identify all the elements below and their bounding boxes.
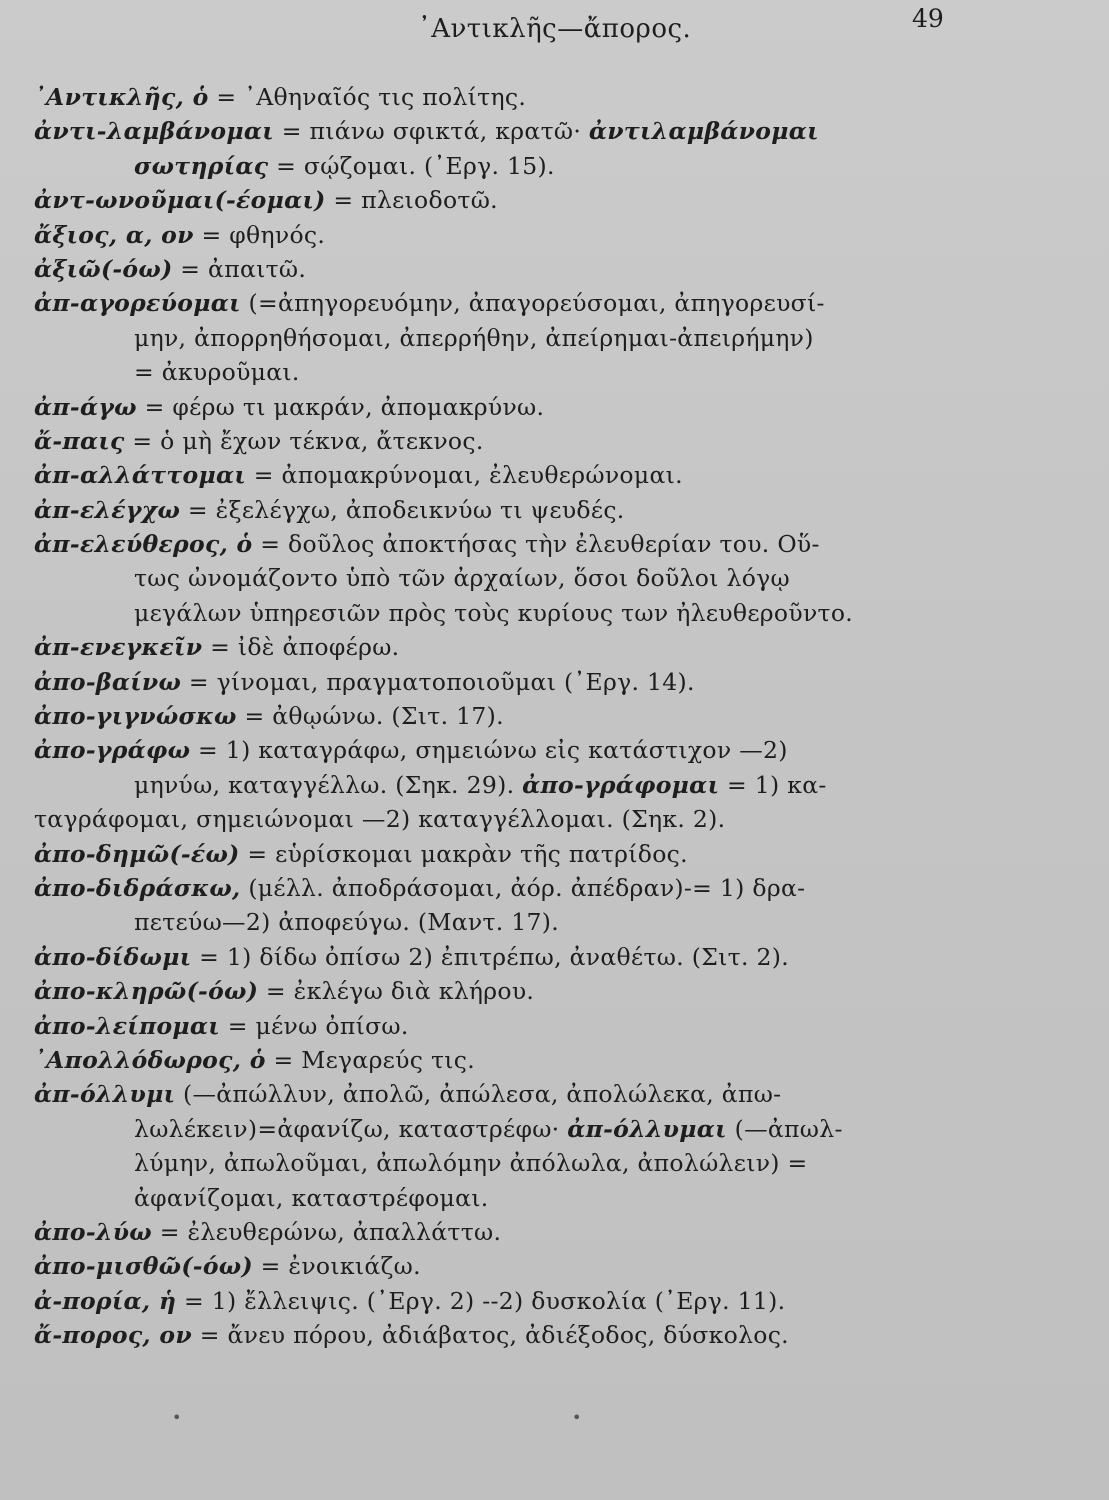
page-number: 49 bbox=[912, 4, 944, 33]
definition-text: λύμην, ἀπωλοῦμαι, ἀπωλόμην ἀπόλωλα, ἀπολώλειν) = bbox=[134, 1149, 808, 1178]
entry-line bbox=[34, 1009, 954, 1043]
headword: σωτηρίας bbox=[134, 151, 269, 180]
headword: ἄ-πορος, ον bbox=[34, 1321, 192, 1350]
entry-continuation-line bbox=[34, 321, 954, 355]
headword: ἀξιῶ(-όω) bbox=[34, 254, 173, 283]
definition-text: (—ἀπώλλυν, ἀπολῶ, ἀπώλεσα, ἀπολώλεκα, ἀπω- bbox=[175, 1080, 782, 1109]
entry-continuation-line bbox=[34, 905, 954, 939]
entry-continuation-line bbox=[34, 1146, 954, 1180]
dictionary-entry bbox=[34, 837, 954, 871]
definition-text: μεγάλων ὑπηρεσιῶν πρὸς τοὺς κυρίους των ἠλευθεροῦντο. bbox=[134, 598, 854, 627]
dictionary-entry bbox=[34, 1009, 954, 1043]
definition-text: = Μεγαρεύς τις. bbox=[265, 1045, 476, 1074]
definition-text: = πιάνω σφικτά, κρατῶ· bbox=[273, 117, 589, 146]
entry-line bbox=[34, 286, 954, 320]
headword: ἀπο-διδράσκω, bbox=[34, 873, 241, 902]
entry-line bbox=[34, 1249, 954, 1283]
dictionary-entry bbox=[34, 252, 954, 286]
definition-text: = 1) ἔλλειψις. (᾿Εργ. 2) --2) δυσκολία (᾿Εργ. 11). bbox=[176, 1286, 786, 1315]
dictionary-entry bbox=[34, 1215, 954, 1249]
entry-line bbox=[34, 1043, 954, 1077]
headword: ἀντι-λαμβάνομαι bbox=[34, 117, 274, 146]
entry-continuation-line bbox=[34, 149, 954, 183]
definition-text: (=ἀπηγορευόμην, ἀπαγορεύσομαι, ἀπηγορευσί- bbox=[240, 289, 825, 318]
definition-text: = ᾿Αθηναῖός τις πολίτης. bbox=[208, 83, 527, 111]
definition-text: = ὁ μὴ ἔχων τέκνα, ἄτεκνος. bbox=[124, 426, 484, 455]
definition-text: = 1) κα- bbox=[719, 770, 827, 799]
headword: ἀπο-λύω bbox=[34, 1217, 152, 1246]
dictionary-entry bbox=[34, 1043, 954, 1077]
definition-text: = πλειοδοτῶ. bbox=[325, 186, 498, 215]
definition-text: μην, ἀπορρηθήσομαι, ἀπερρήθην, ἀπείρημαι-ἀπειρήμην) bbox=[134, 323, 814, 352]
entry-line bbox=[34, 837, 954, 871]
definition-text: = γίνομαι, πραγματοποιοῦμαι (᾿Εργ. 14). bbox=[181, 667, 695, 696]
entry-line bbox=[34, 1077, 954, 1111]
entry-line bbox=[34, 940, 954, 974]
headword: ἀπο-βαίνω bbox=[34, 667, 182, 696]
dictionary-entry bbox=[34, 1284, 954, 1318]
entry-line bbox=[34, 252, 954, 286]
dictionary-entry bbox=[34, 424, 954, 458]
definition-text: = 1) δίδω ὀπίσω 2) ἐπιτρέπω, ἀναθέτω. (Σιτ. 2). bbox=[191, 942, 790, 971]
definition-text: = ἀπομακρύνομαι, ἐλευθερώνομαι. bbox=[246, 461, 683, 490]
headword: ἀπ-ελεύθερος, ὁ bbox=[34, 530, 253, 559]
definition-text: = ἰδὲ ἀποφέρω. bbox=[202, 633, 400, 662]
headword: ᾿Αντικλῆς, ὁ bbox=[34, 83, 209, 111]
entry-line bbox=[34, 458, 954, 492]
entry-line bbox=[34, 630, 954, 664]
bottom-marks bbox=[0, 1408, 1109, 1428]
entry-continuation-line bbox=[34, 596, 954, 630]
headword: ἀ-πορία, ἡ bbox=[34, 1286, 177, 1315]
sub-headword: ἀπο-γράφομαι bbox=[522, 770, 720, 799]
headword: ἀπ-αλλάττομαι bbox=[34, 461, 247, 490]
definition-text: πετεύω—2) ἀποφεύγω. (Μαντ. 17). bbox=[134, 908, 560, 937]
definition-text: = ἐλευθερώνω, ἀπαλλάττω. bbox=[151, 1217, 502, 1246]
dictionary-entry bbox=[34, 286, 954, 389]
definition-text: = φθηνός. bbox=[193, 220, 326, 249]
dictionary-entry bbox=[34, 630, 954, 664]
sub-headword: ἀντιλαμβάνομαι bbox=[588, 117, 819, 146]
definition-text: = ἐνοικιάζω. bbox=[252, 1252, 421, 1281]
dictionary-entry bbox=[34, 1318, 954, 1352]
dictionary-entry bbox=[34, 871, 954, 940]
headword: ἀπο-λείπομαι bbox=[34, 1011, 220, 1040]
entry-line bbox=[34, 665, 954, 699]
headword: ἄ-παις bbox=[34, 426, 125, 455]
headword: ἀπ-όλλυμι bbox=[34, 1080, 176, 1109]
dictionary-entry bbox=[34, 665, 954, 699]
definition-text: (—ἀπωλ- bbox=[726, 1114, 843, 1143]
dot-mark: • bbox=[172, 1408, 182, 1427]
entry-line bbox=[34, 80, 954, 114]
entry-continuation-line bbox=[34, 802, 954, 836]
definition-text: = 1) καταγράφω, σημειώνω εἰς κατάστιχον —2) bbox=[190, 736, 788, 765]
definition-text: = εὑρίσκομαι μακρὰν τῆς πατρίδος. bbox=[239, 839, 688, 868]
entry-line bbox=[34, 1318, 954, 1352]
entry-line bbox=[34, 390, 954, 424]
entry-line bbox=[34, 1215, 954, 1249]
entry-line bbox=[34, 974, 954, 1008]
dictionary-entry bbox=[34, 527, 954, 630]
definition-text: = σῴζομαι. (᾿Εργ. 15). bbox=[268, 151, 555, 180]
definition-text: λωλέκειν)=ἀφανίζω, καταστρέφω· bbox=[134, 1114, 568, 1143]
headword: ἀπ-ελέγχω bbox=[34, 495, 181, 524]
definition-text: = ἀκυροῦμαι. bbox=[134, 358, 300, 387]
definition-text: = φέρω τι μακράν, ἀπομακρύνω. bbox=[136, 392, 545, 421]
definition-text: τως ὠνομάζοντο ὑπὸ τῶν ἀρχαίων, ὅσοι δοῦλοι λόγῳ bbox=[134, 564, 790, 593]
entry-continuation-line bbox=[34, 1181, 954, 1215]
entry-continuation-line bbox=[34, 355, 954, 389]
headword: ἄξιος, α, ον bbox=[34, 220, 194, 249]
definition-text: ἀφανίζομαι, καταστρέφομαι. bbox=[134, 1183, 489, 1212]
entry-line bbox=[34, 424, 954, 458]
entry-line bbox=[34, 699, 954, 733]
entry-line bbox=[34, 183, 954, 217]
headword: ἀπο-δίδωμι bbox=[34, 942, 192, 971]
definition-text: = ἐξελέγχω, ἀποδεικνύω τι ψευδές. bbox=[180, 495, 625, 524]
definition-text: = ἐκλέγω διὰ κλήρου. bbox=[258, 977, 535, 1006]
entry-line bbox=[34, 733, 954, 767]
definition-text: = ἄνευ πόρου, ἀδιάβατος, ἀδιέξοδος, δύσκολος. bbox=[191, 1321, 789, 1350]
headword: ἀπ-ενεγκεῖν bbox=[34, 633, 203, 662]
dot-mark: • bbox=[572, 1408, 582, 1427]
headword: ἀπο-μισθῶ(-όω) bbox=[34, 1252, 253, 1281]
definition-text: = ἀθῳώνω. (Σιτ. 17). bbox=[236, 702, 504, 731]
dictionary-entry bbox=[34, 218, 954, 252]
headword: ἀπ-αγορεύομαι bbox=[34, 289, 241, 318]
definition-text: (μέλλ. ἀποδράσομαι, ἀόρ. ἀπέδραν)-= 1) δρα- bbox=[240, 873, 806, 902]
entry-line bbox=[34, 218, 954, 252]
sub-headword: ἀπ-όλλυμαι bbox=[567, 1114, 727, 1143]
definition-text: ταγράφομαι, σημειώνομαι —2) καταγγέλλομαι. (Σηκ. 2). bbox=[34, 805, 726, 834]
headword: ἀπο-κληρῶ(-όω) bbox=[34, 977, 259, 1006]
entry-line bbox=[34, 871, 954, 905]
headword: ἀπο-δημῶ(-έω) bbox=[34, 839, 240, 868]
definition-text: = ἀπαιτῶ. bbox=[172, 254, 307, 283]
dictionary-entry bbox=[34, 733, 954, 836]
entry-continuation-line bbox=[34, 1112, 954, 1146]
entry-continuation-line bbox=[34, 768, 954, 802]
headword: ἀντ-ωνοῦμαι(-έομαι) bbox=[34, 186, 326, 215]
running-header: ᾿Αντικλῆς—ἄπορος. bbox=[417, 14, 692, 44]
dictionary-entry bbox=[34, 1249, 954, 1283]
entry-line bbox=[34, 493, 954, 527]
dictionary-entry bbox=[34, 1077, 954, 1215]
headword: ἀπ-άγω bbox=[34, 392, 137, 421]
dictionary-entry bbox=[34, 699, 954, 733]
headword: ᾿Απολλόδωρος, ὁ bbox=[34, 1045, 266, 1074]
entry-line bbox=[34, 1284, 954, 1318]
dictionary-entry bbox=[34, 940, 954, 974]
dictionary-entry bbox=[34, 390, 954, 424]
dictionary-entry bbox=[34, 114, 954, 183]
entry-list bbox=[34, 80, 954, 1352]
entry-line bbox=[34, 114, 954, 148]
definition-text: = δοῦλος ἀποκτήσας τὴν ἐλευθερίαν του. Οὕ- bbox=[252, 530, 820, 559]
dictionary-entry bbox=[34, 183, 954, 217]
entry-line bbox=[34, 527, 954, 561]
dictionary-entry bbox=[34, 493, 954, 527]
dictionary-entry bbox=[34, 458, 954, 492]
headword: ἀπο-γιγνώσκω bbox=[34, 702, 237, 731]
entry-continuation-line bbox=[34, 561, 954, 595]
dictionary-entry bbox=[34, 80, 954, 114]
definition-text: μηνύω, καταγγέλλω. (Σηκ. 29). bbox=[134, 770, 523, 799]
headword: ἀπο-γράφω bbox=[34, 736, 191, 765]
definition-text: = μένω ὀπίσω. bbox=[219, 1011, 409, 1040]
dictionary-entry bbox=[34, 974, 954, 1008]
